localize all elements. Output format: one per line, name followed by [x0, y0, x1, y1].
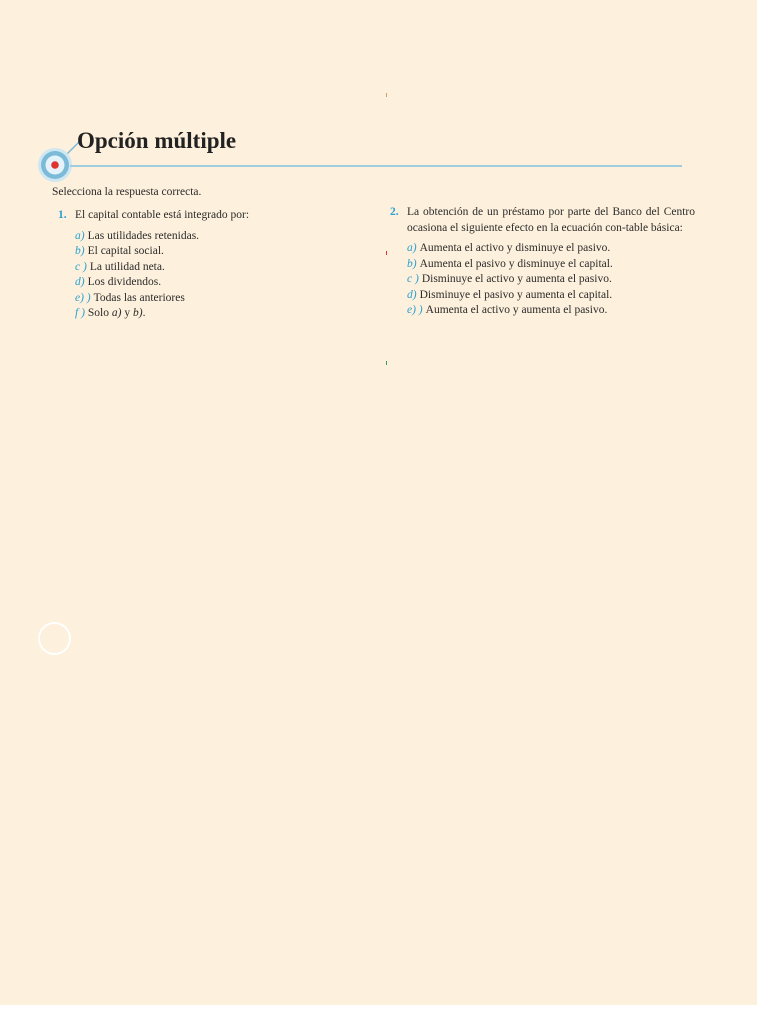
option-letter: a) [75, 229, 85, 242]
option-text: Aumenta el activo y disminuye el pasivo. [419, 242, 611, 254]
question-2 [390, 205, 695, 319]
option-letter: d) [75, 276, 85, 288]
option-e[interactable] [75, 291, 358, 307]
option-letter: a) [407, 242, 417, 254]
option-letter: b) [75, 245, 85, 257]
option-b[interactable] [407, 257, 695, 273]
option-text: Disminuye el activo y aumenta el pasivo. [421, 273, 612, 285]
option-letter: e) ) [75, 291, 91, 304]
question-1 [58, 208, 358, 322]
option-text: Las utilidades retenidas. [87, 229, 200, 242]
options-list [58, 229, 358, 322]
option-text: Disminuye el pasivo y aumenta el capital. [419, 288, 613, 301]
title-rule [70, 165, 682, 167]
option-text: Todas las anteriores [93, 291, 185, 304]
option-c[interactable] [407, 272, 695, 288]
option-text-part: y [121, 307, 133, 319]
option-text-part: Solo [87, 307, 112, 319]
option-text: Aumenta el activo y aumenta el pasivo. [425, 304, 608, 316]
question-text: La obtención de un préstamo por parte del Banco del Centro ocasiona el siguiente efecto en la ecuación con-table básica: [407, 206, 695, 234]
print-mark [386, 251, 387, 255]
option-e[interactable] [407, 303, 695, 319]
option-text-part: a) [111, 307, 122, 319]
option-f[interactable] [75, 306, 358, 322]
option-text-part: . [142, 307, 146, 319]
question-number: 1. [58, 209, 67, 221]
option-c[interactable] [75, 260, 358, 276]
circle-outline-icon [38, 622, 71, 655]
print-mark [386, 361, 387, 365]
section-title: Opción múltiple [77, 128, 237, 153]
option-text: Aumenta el pasivo y disminuye el capital. [419, 257, 613, 270]
option-letter: c ) [75, 260, 87, 273]
option-text: La utilidad neta. [89, 260, 165, 273]
option-letter: d) [407, 288, 417, 301]
question-text: El capital contable está integrado por: [75, 209, 250, 221]
option-letter: f ) [75, 307, 85, 319]
question-number: 2. [390, 206, 399, 218]
option-text-part: b) [132, 307, 143, 319]
option-letter: c ) [407, 273, 419, 285]
option-letter: b) [407, 257, 417, 270]
option-text: El capital social. [87, 245, 164, 257]
option-text: Los dividendos. [87, 276, 162, 288]
options-list [390, 241, 695, 319]
print-mark [386, 93, 387, 97]
option-letter: e) ) [407, 304, 423, 316]
option-d[interactable] [75, 275, 358, 291]
option-b[interactable] [75, 244, 358, 260]
instruction-text: Selecciona la respuesta correcta. [52, 186, 202, 198]
option-d[interactable] [407, 288, 695, 304]
option-a[interactable] [407, 241, 695, 257]
option-a[interactable] [75, 229, 358, 245]
